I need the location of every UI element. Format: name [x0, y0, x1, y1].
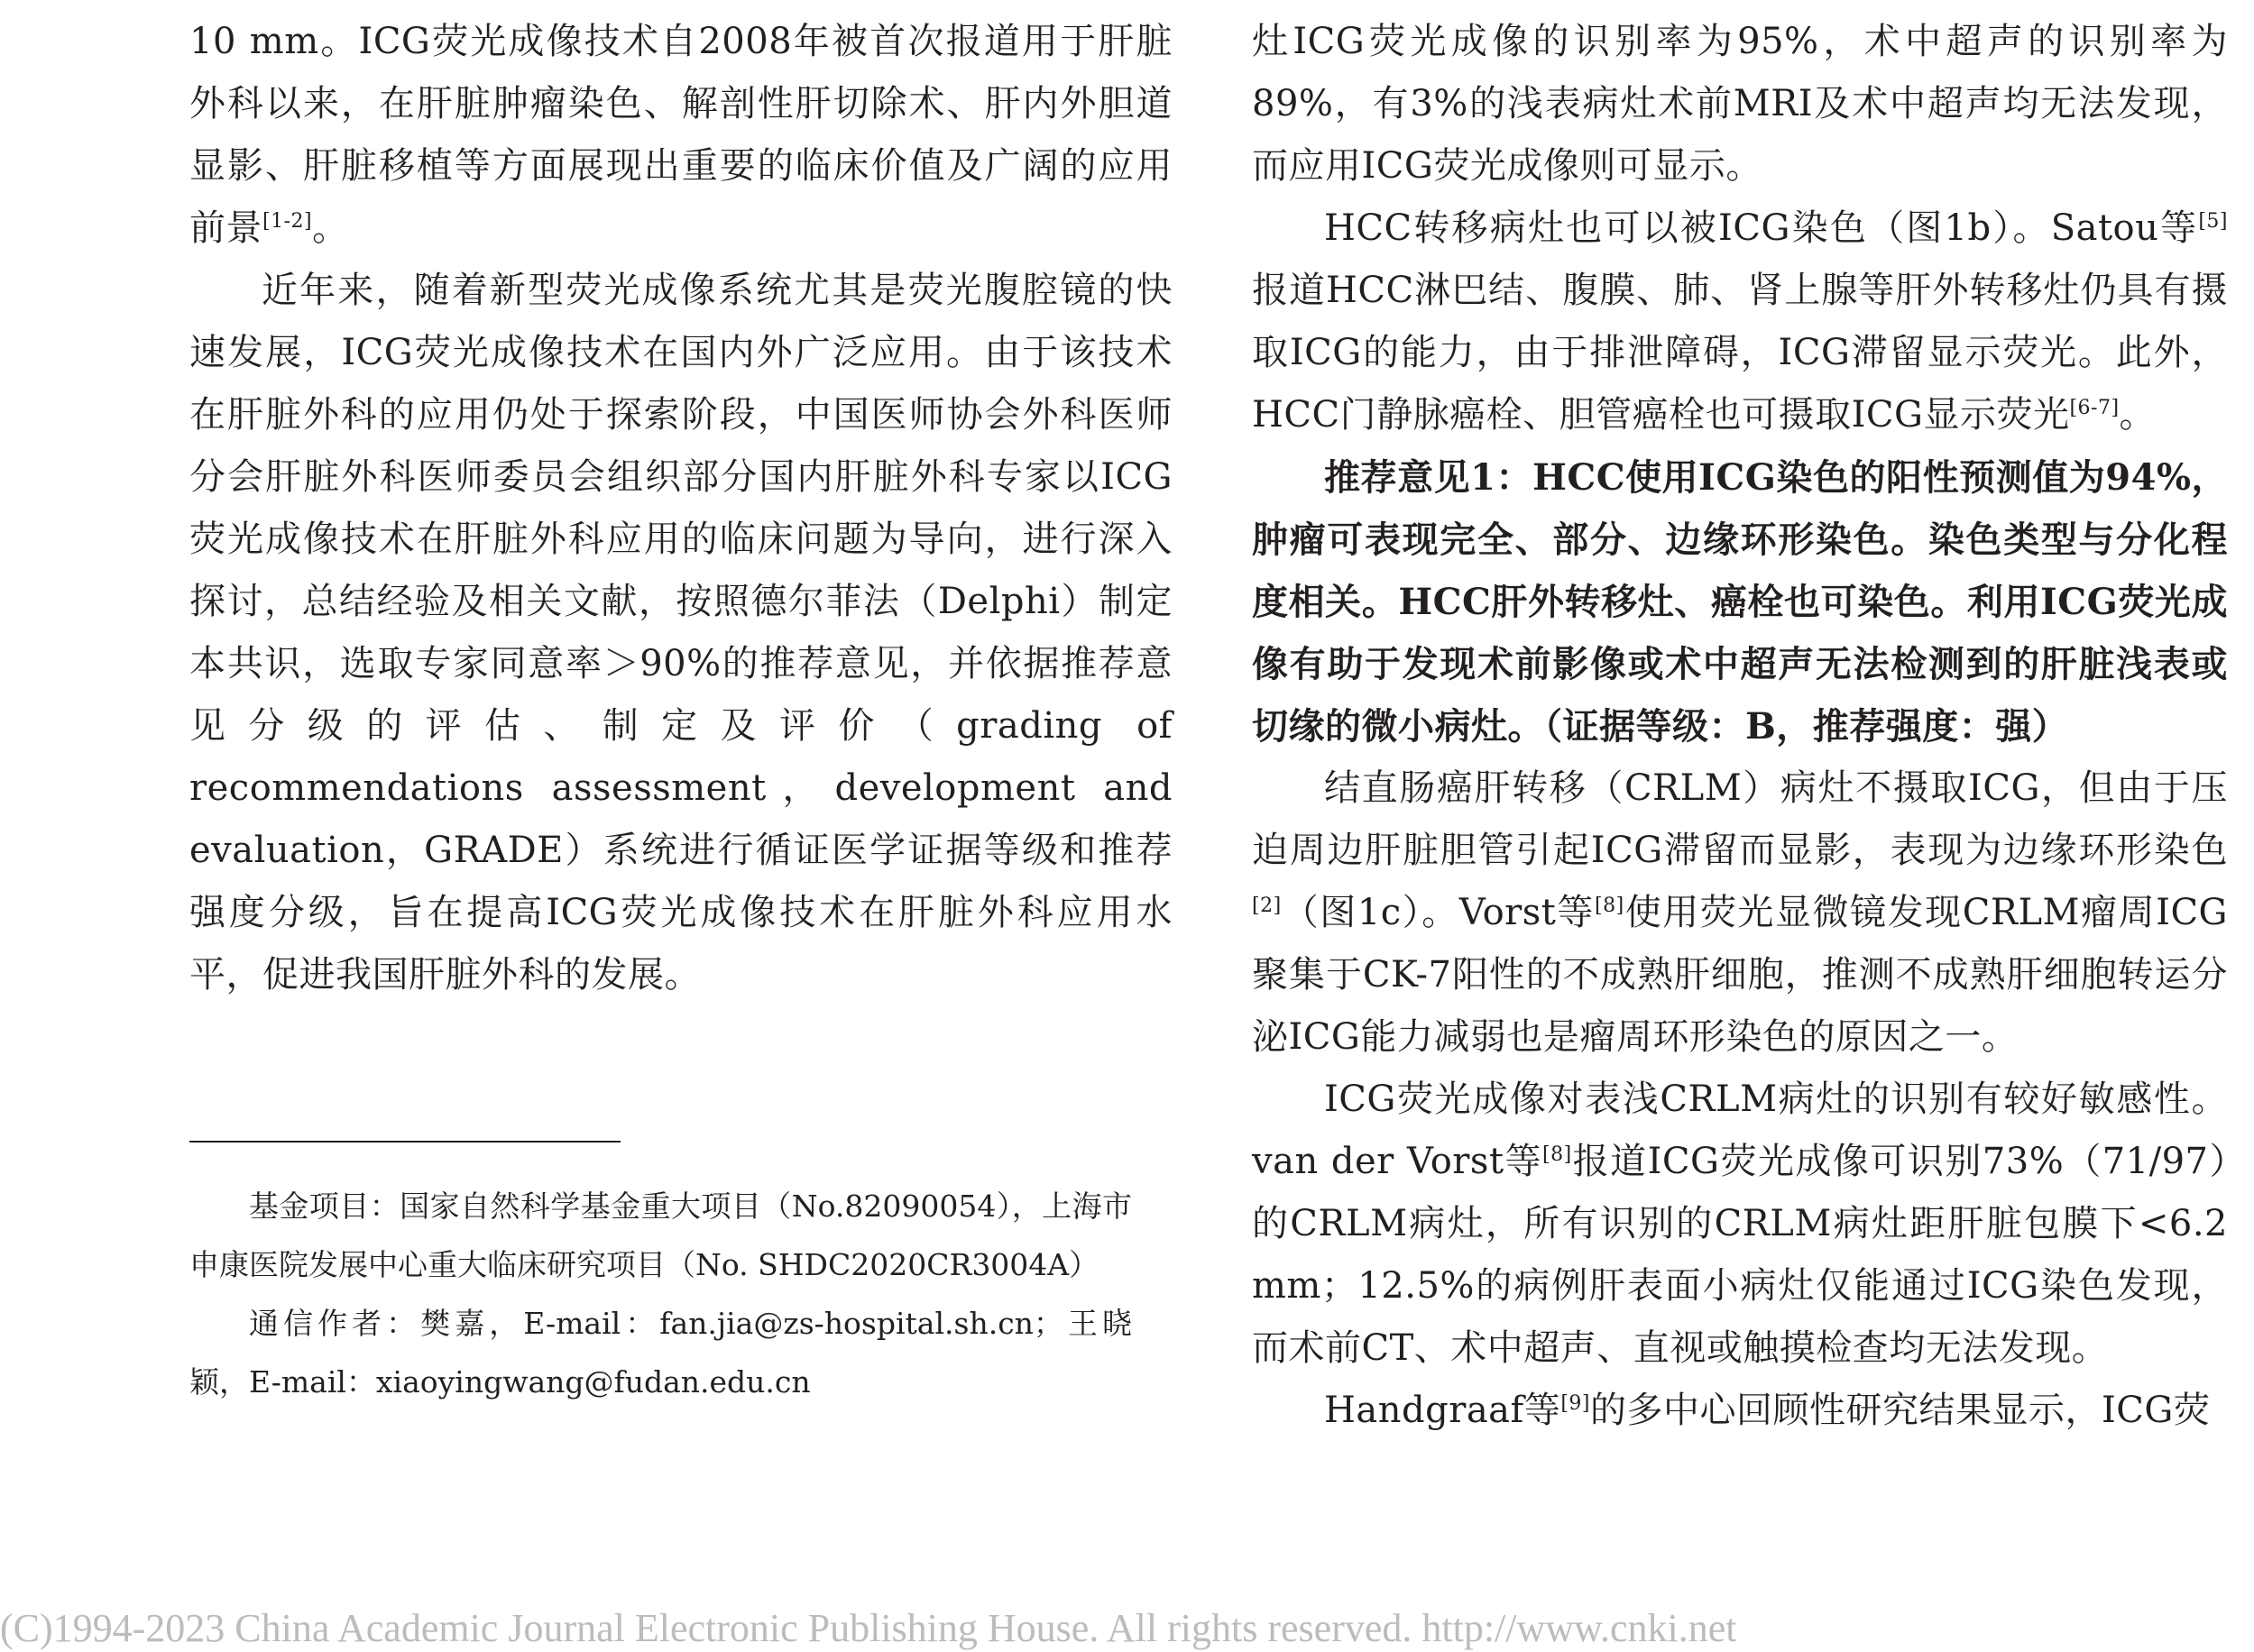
paragraph-icg-detection-rate: 灶ICG荧光成像的识别率为95%，术中超声的识别率为89%，有3%的浅表病灶术前MRI及术中超声均无法发现，而应用ICG荧光成像则可显示。	[1252, 21, 2228, 187]
recommendation-1: 推荐意见1：HCC使用ICG染色的阳性预测值为94%，肿瘤可表现完全、部分、边缘环形染色。染色类型与分化程度相关。HCC肝外转移灶、癌栓也可染色。利用ICG荧光成像有助于发现术前影像或术中超声无法检测到的肝脏浅表或切缘的微小病灶。（证据等级：B，推荐强度：强）	[1252, 456, 2228, 748]
reference-citation: [8]	[1595, 895, 1624, 917]
reference-citation: [8]	[1542, 1143, 1572, 1166]
paragraph-hcc-metastasis: HCC转移病灶也可以被ICG染色（图1b）。Satou等[5]报道HCC淋巴结、腹膜、肺、肾上腺等肝外转移灶仍具有摄取ICG的能力，由于排泄障碍，ICG滞留显示荧光。此外，HCC门静脉癌栓、胆管癌栓也可摄取ICG显示荧光[6-7]。	[1252, 207, 2228, 436]
reference-citation: [2]	[1252, 895, 1282, 917]
reference-citation: [9]	[1560, 1392, 1590, 1415]
reference-citation: [5]	[2198, 210, 2228, 233]
correspondence-note: 通信作者：樊嘉，E-mail：fan.jia@zs-hospital.sh.cn；王晓颖，E-mail：xiaoyingwang@fudan.edu.cn	[189, 1306, 1132, 1400]
paragraph-crlm-staining: 结直肠癌肝转移（CRLM）病灶不摄取ICG，但由于压迫周边肝脏胆管引起ICG滞留而显影，表现为边缘环形染色[2]（图1c）。Vorst等[8]使用荧光显微镜发现CRLM瘤周ICG聚集于CK-7阳性的不成熟肝细胞，推测不成熟肝细胞转运分泌ICG能力减弱也是瘤周环形染色的原因之一。	[1252, 767, 2228, 1058]
paragraph-intro-end: 10 mm。ICG荧光成像技术自2008年被首次报道用于肝脏外科以来，在肝脏肿瘤染色、解剖性肝切除术、肝内外胆道显影、肝脏移植等方面展现出重要的临床价值及广阔的应用前景[1-2]。	[189, 21, 1173, 249]
footnote-divider	[189, 1141, 621, 1143]
copyright-watermark: (C)1994-2023 China Academic Journal Electronic Publishing House. All rights reserved. http://www.cnki.net	[0, 1606, 1737, 1650]
paragraph-crlm-sensitivity: ICG荧光成像对表浅CRLM病灶的识别有较好敏感性。van der Vorst等[8]报道ICG荧光成像可识别73%（71/97）的CRLM病灶，所有识别的CRLM病灶距肝脏包膜下<6.2 mm；12.5%的病例肝表面小病灶仅能通过ICG染色发现，而术前CT、术中超声、直视或触摸检查均无法发现。	[1252, 1078, 2228, 1369]
paragraph-consensus-background: 近年来，随着新型荧光成像系统尤其是荧光腹腔镜的快速发展，ICG荧光成像技术在国内外广泛应用。由于该技术在肝脏外科的应用仍处于探索阶段，中国医师协会外科医师分会肝脏外科医师委员会组织部分国内肝脏外科专家以ICG荧光成像技术在肝脏外科应用的临床问题为导向，进行深入探讨，总结经验及相关文献，按照德尔菲法（Delphi）制定本共识，选取专家同意率＞90%的推荐意见，并依据推荐意见分级的评估、制定及评价（grading of recommendations assessment，development and evaluation，GRADE）系统进行循证医学证据等级和推荐强度分级，旨在提高ICG荧光成像技术在肝脏外科应用水平，促进我国肝脏外科的发展。	[189, 270, 1173, 996]
right-column	[1252, 11, 2228, 1442]
reference-citation: [1-2]	[262, 210, 313, 233]
funding-note: 基金项目：国家自然科学基金重大项目（No.82090054），上海市申康医院发展中心重大临床研究项目（No. SHDC2020CR3004A）	[189, 1189, 1132, 1282]
footnotes	[189, 1177, 1132, 1411]
left-column	[189, 11, 1173, 1006]
reference-citation: [6-7]	[2069, 397, 2120, 419]
paragraph-handgraaf-study: Handgraaf等[9]的多中心回顾性研究结果显示，ICG荧	[1324, 1390, 2211, 1431]
